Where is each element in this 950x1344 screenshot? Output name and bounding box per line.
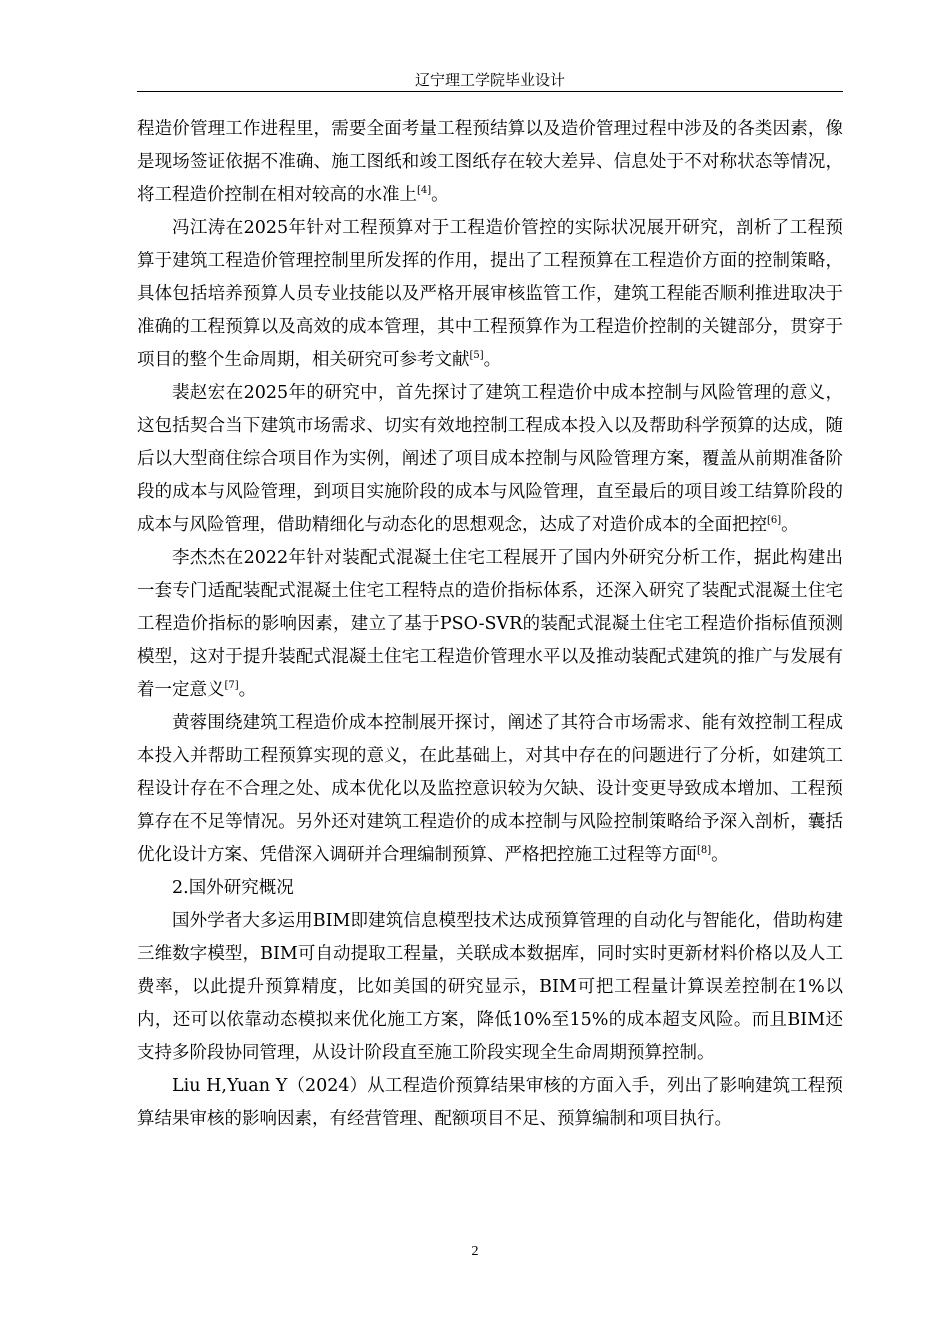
paragraph: 裴赵宏在2025年的研究中，首先探讨了建筑工程造价中成本控制与风险管理的意义，这包括契合当下建筑市场需求、切实有效地控制工程成本投入以及帮助科学预算的达成，随后以大型商住综合项目作为实例，阐述了项目成本控制与风险管理方案，覆盖从前期准备阶段的成本与风险管理，到项目实施阶段的成本与风险管理，直至最后的项目竣工结算阶段的成本与风险管理，借助精细化与动态化的思想观念，达成了对造价成本的全面把控[6]。 — [137, 383, 843, 535]
paragraph: 冯江涛在2025年针对工程预算对于工程造价管控的实际状况展开研究，剖析了工程预算于建筑工程造价管理控制里所发挥的作用，提出了工程预算在工程造价方面的控制策略，具体包括培养预算人员专业技能以及严格开展审核监管工作，建筑工程能否顺利推进取决于准确的工程预算以及高效的成本管理，其中工程预算作为工程造价控制的关键部分，贯穿于项目的整个生命周期，相关研究可参考文献[5]。 — [137, 218, 843, 370]
header-divider — [137, 91, 843, 92]
section-heading: 2.国外研究概况 — [172, 878, 294, 898]
body-text — [137, 113, 843, 1136]
page-number: 2 — [471, 1244, 479, 1259]
page-header: 辽宁理工学院毕业设计 — [414, 71, 565, 89]
paragraph: 国外学者大多运用BIM即建筑信息模型技术达成预算管理的自动化与智能化，借助构建三维数字模型，BIM可自动提取工程量，关联成本数据库，同时实时更新材料价格以及人工费率，以此提升预算精度，比如美国的研究显示，BIM可把工程量计算误差控制在1%以内，还可以依靠动态模拟来优化施工方案，降低10%至15%的成本超支风险。而且BIM还支持多阶段协同管理，从设计阶段直至施工阶段实现全生命周期预算控制。 — [137, 911, 843, 1063]
paragraph: 李杰杰在2022年针对装配式混凝土住宅工程展开了国内外研究分析工作，据此构建出一套专门适配装配式混凝土住宅工程特点的造价指标体系，还深入研究了装配式混凝土住宅工程造价指标的影响因素，建立了基于PSO-SVR的装配式混凝土住宅工程造价指标值预测模型，这对于提升装配式混凝土住宅工程造价管理水平以及推动装配式建筑的推广与发展有着一定意义[7]。 — [137, 548, 843, 700]
paragraph: 黄蓉围绕建筑工程造价成本控制展开探讨，阐述了其符合市场需求、能有效控制工程成本投入并帮助工程预算实现的意义，在此基础上，对其中存在的问题进行了分析，如建筑工程设计存在不合理之处、成本优化以及监控意识较为欠缺、设计变更导致成本增加、工程预算存在不足等情况。另外还对建筑工程造价的成本控制与风险控制策略给予深入剖析，囊括优化设计方案、凭借深入调研并合理编制预算、严格把控施工过程等方面[8]。 — [137, 713, 843, 865]
paragraph: 程造价管理工作进程里，需要全面考量工程预结算以及造价管理过程中涉及的各类因素，像是现场签证依据不准确、施工图纸和竣工图纸存在较大差异、信息处于不对称状态等情况，将工程造价控制在相对较高的水准上[4]。 — [137, 119, 843, 205]
paragraph: Liu H,Yuan Y（2024）从工程造价预算结果审核的方面入手，列出了影响建筑工程预算结果审核的影响因素，有经营管理、配额项目不足、预算编制和项目执行。 — [137, 1076, 843, 1129]
